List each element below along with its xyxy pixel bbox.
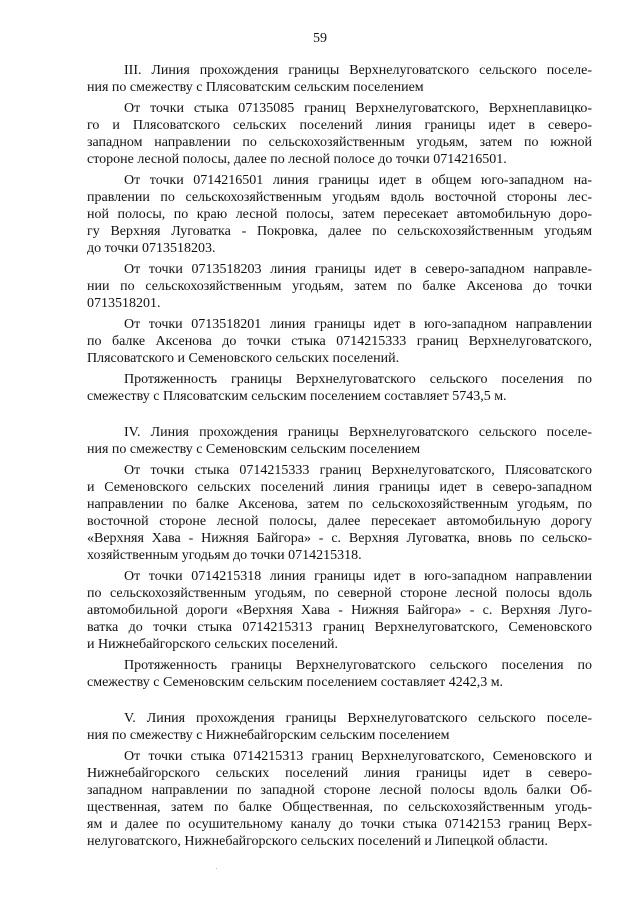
text-line: III. Линия прохождения границы Верхнелуговатского сельского поселе-	[124, 63, 592, 78]
text-line: правлении по сельскохозяйственным угодьям вдоль восточной стороны лес-	[87, 190, 592, 205]
text-line: Протяженность границы Верхнелуговатского сельского поселения по	[124, 372, 592, 387]
text-line: и Семеновского сельских поселений линия границы идет в северо-западном	[87, 480, 592, 495]
document-body	[87, 62, 592, 850]
paragraph	[87, 261, 592, 312]
text-line: Протяженность границы Верхнелуговатского сельского поселения по	[124, 658, 592, 673]
paragraph	[87, 657, 592, 691]
text-line: по сельскохозяйственным угодьям, по северной стороне лесной полосы вдоль	[87, 586, 592, 601]
text-line: «Верхняя Хава - Нижняя Байгора» - с. Верхняя Луговатка, вновь по сельско-	[87, 531, 592, 546]
text-line: го и Плясоватского сельских поселений линия границы идет в северо-	[87, 118, 592, 133]
text-line: От точки 0714216501 линия границы идет в общем юго-западном на-	[124, 173, 592, 188]
section-heading	[87, 424, 592, 458]
text-line: гу Верхняя Луговатка - Покровка, далее по сельскохозяйственным угодьям	[87, 224, 592, 239]
text-line: От точки стыка 0714215333 границ Верхнелуговатского, Плясоватского	[124, 463, 592, 478]
text-line: до точки 0713518203.	[87, 241, 216, 256]
text-line: хозяйственным угодьям до точки 0714215318.	[87, 548, 362, 563]
section-iii	[87, 62, 592, 405]
text-line: ния по смежеству с Семеновским сельским поселением	[87, 442, 421, 457]
page-number: 59	[313, 31, 327, 46]
text-line: От точки 0713518201 линия границы идет в юго-западном направлении	[124, 317, 592, 332]
paragraph	[87, 568, 592, 653]
section-heading	[87, 710, 592, 744]
text-line: автомобильной дороги «Верхняя Хава - Нижняя Байгора» - с. Верхняя Луго-	[87, 603, 592, 618]
text-line: Нижнебайгорского сельских поселений линия границы идет в северо-	[87, 766, 592, 781]
text-line: V. Линия прохождения границы Верхнелуговатского сельского поселе-	[124, 711, 592, 726]
text-line: ям и далее по осушительному каналу до точки стыка 07142153 границ Верх-	[87, 817, 592, 832]
section-v	[87, 710, 592, 850]
text-line: стороне лесной полосы, далее по лесной полосе до точки 0714216501.	[87, 152, 507, 167]
text-line: ватка до точки стыка 0714215313 границ Верхнелуговатского, Семеновского	[87, 620, 592, 635]
text-line: восточной стороне лесной полосы, далее пересекает автомобильную дорогу	[87, 514, 592, 529]
text-line: ной полосы, по краю лесной полосы, затем пересекает автомобильную доро-	[87, 207, 592, 222]
text-line: IV. Линия прохождения границы Верхнелуговатского сельского поселе-	[124, 425, 592, 440]
text-line: 0713518201.	[87, 296, 161, 311]
paragraph	[87, 100, 592, 168]
text-line: Плясоватского и Семеновского сельских поселений.	[87, 351, 400, 366]
section-iv	[87, 424, 592, 691]
paragraph	[87, 172, 592, 257]
text-line: и Нижнебайгорского сельских поселений.	[87, 637, 338, 652]
paragraph	[87, 316, 592, 367]
text-line: От точки стыка 07135085 границ Верхнелуговатского, Верхнеплавицко-	[124, 101, 592, 116]
text-line: западном направлении по западной стороне лесной полосы вдоль балки Об-	[87, 783, 592, 798]
paragraph	[87, 462, 592, 564]
text-line: щественная, затем по балке Общественная, по сельскохозяйственным угодь-	[87, 800, 592, 815]
text-line: От точки 0714215318 линия границы идет в юго-западном направлении	[124, 569, 592, 584]
text-line: От точки 0713518203 линия границы идет в северо-западном направле-	[124, 262, 592, 277]
paragraph	[87, 371, 592, 405]
text-line: нии по сельскохозяйственным угодьям, затем по балке Аксенова до точки	[87, 279, 592, 294]
text-line: западном направлении по сельскохозяйственным угодьям, затем по южной	[87, 135, 592, 150]
section-heading	[87, 62, 592, 96]
paragraph	[87, 748, 592, 850]
text-line: направлении по балке Аксенова, затем по сельскохозяйственным угодьям, по	[87, 497, 592, 512]
text-line: От точки стыка 0714215313 границ Верхнелуговатского, Семеновского и	[124, 749, 592, 764]
text-line: смежеству с Плясоватским сельским поселением составляет 5743,5 м.	[87, 389, 507, 404]
text-line: по балке Аксенова до точки стыка 0714215333 границ Верхнелуговатского,	[87, 334, 592, 349]
text-line: ния по смежеству с Нижнебайгорским сельским поселением	[87, 728, 450, 743]
text-line: ния по смежеству с Плясоватским сельским поселением	[87, 80, 424, 95]
scan-speck	[216, 868, 217, 869]
text-line: смежеству с Семеновским сельским поселением составляет 4242,3 м.	[87, 675, 504, 690]
text-line: нелуговатского, Нижнебайгорского сельских поселений и Липецкой области.	[87, 834, 548, 849]
